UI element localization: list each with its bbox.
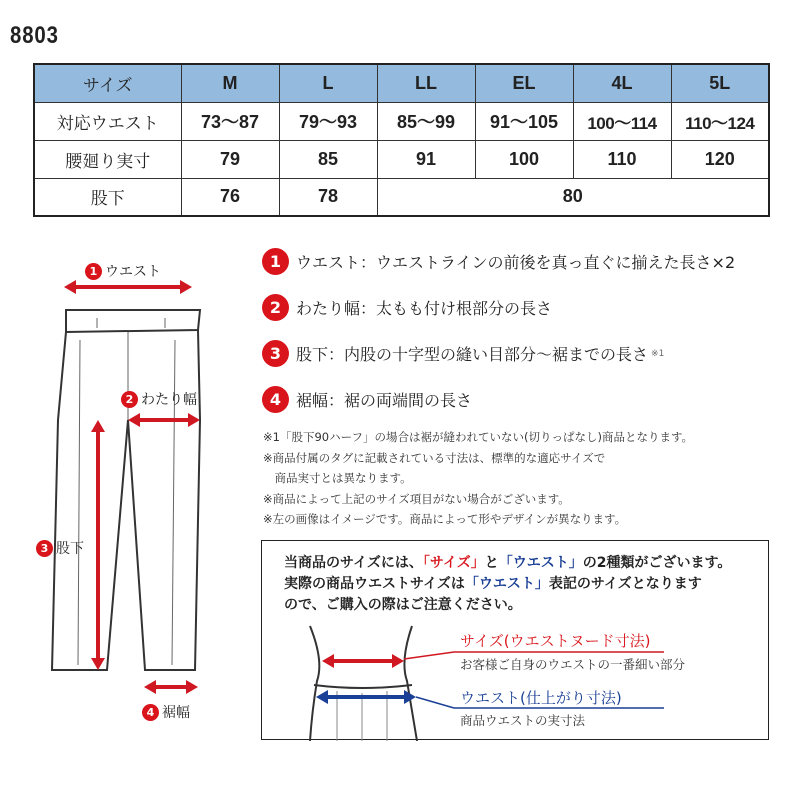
product-code: 8803: [10, 22, 59, 49]
waist-title: ウエスト(仕上がり寸法): [460, 689, 622, 707]
description: ：裾の両端間の長さ: [328, 391, 473, 410]
definition-waist: [262, 248, 735, 275]
waist-description: 商品ウエストの実寸法: [460, 713, 586, 728]
note: ※商品によって上記のサイズ項目がない場合がございます。: [263, 491, 570, 506]
table-header-cell: EL: [475, 64, 573, 102]
note: 商品実寸とは異なります。: [263, 471, 412, 485]
number-badge: 2: [262, 294, 289, 321]
definition-inseam: [262, 340, 664, 367]
table-cell: 110〜124: [671, 102, 769, 140]
text: 実際の商品ウエストサイズは: [284, 576, 465, 592]
text: 「ウエスト」: [464, 576, 549, 592]
table-header-cell: 4L: [573, 64, 671, 102]
number-badge: 1: [85, 263, 102, 280]
table-cell: 110: [573, 140, 671, 178]
row-label: 股下: [34, 178, 181, 216]
row-label: 腰廻り実寸: [34, 140, 181, 178]
definition-hem: [262, 386, 472, 413]
diagram-label-thigh: [121, 389, 197, 409]
term: ウエスト: [296, 253, 361, 272]
note: ※左の画像はイメージです。商品によって形やデザインが異なります。: [263, 512, 627, 526]
text: 表記のサイズとなります: [548, 576, 702, 592]
text: と: [484, 555, 499, 571]
pants-diagram: [0, 240, 260, 740]
term: 股下: [296, 345, 329, 364]
text: ので、ご購入の際はご注意ください。: [284, 597, 522, 613]
diagram-label-hem: [142, 702, 190, 722]
table-header-cell: M: [181, 64, 279, 102]
table-cell: 91〜105: [475, 102, 573, 140]
table-cell: 120: [671, 140, 769, 178]
table-row: [34, 102, 769, 140]
table-cell: 79〜93: [279, 102, 377, 140]
table-cell: 78: [279, 178, 377, 216]
description: ：内股の十字型の縫い目部分〜裾までの長さ: [328, 345, 649, 364]
number-badge: 2: [121, 391, 138, 408]
table-cell: 100: [475, 140, 573, 178]
box-intro: [284, 553, 731, 616]
table-header-row: [34, 64, 769, 102]
table-header-cell: LL: [377, 64, 475, 102]
footnote-mark: ※1: [651, 348, 665, 359]
number-badge: 3: [36, 540, 53, 557]
table-cell: 85: [279, 140, 377, 178]
number-badge: 4: [262, 386, 289, 413]
notes: [263, 427, 693, 530]
diagram-label-inseam: [36, 538, 84, 558]
diagram-label-waist: [85, 261, 161, 281]
label-text: わたり幅: [141, 392, 197, 408]
size-description: お客様ご自身のウエストの一番細い部分: [460, 657, 686, 672]
number-badge: 1: [262, 248, 289, 275]
number-badge: 3: [262, 340, 289, 367]
text: の2種類がございます。: [582, 555, 732, 571]
size-title: サイズ(ウエストヌード寸法): [460, 632, 651, 650]
table-row: [34, 178, 769, 216]
description: ：太もも付け根部分の長さ: [360, 299, 553, 318]
table-cell: 80: [377, 178, 769, 216]
description: ：ウエストラインの前後を真っ直ぐに揃えた長さ×2: [360, 253, 736, 272]
definition-thigh: [262, 294, 552, 321]
label-text: 裾幅: [162, 705, 190, 721]
table-cell: 91: [377, 140, 475, 178]
text: 当商品のサイズには、: [284, 555, 423, 571]
term: 裾幅: [296, 391, 329, 410]
number-badge: 4: [142, 704, 159, 721]
table-cell: 100〜114: [573, 102, 671, 140]
label-text: 股下: [56, 541, 84, 557]
table-cell: 73〜87: [181, 102, 279, 140]
table-header-cell: サイズ: [34, 64, 181, 102]
term: わたり幅: [296, 299, 361, 318]
table-row: [34, 140, 769, 178]
note: ※商品付属のタグに記載されている寸法は、標準的な適応サイズで: [263, 450, 606, 465]
table-cell: 79: [181, 140, 279, 178]
table-header-cell: 5L: [671, 64, 769, 102]
size-table: [33, 63, 770, 217]
text: 「サイズ」: [422, 555, 485, 571]
row-label: 対応ウエスト: [34, 102, 181, 140]
table-cell: 85〜99: [377, 102, 475, 140]
text: 「ウエスト」: [498, 555, 583, 571]
table-header-cell: L: [279, 64, 377, 102]
label-text: ウエスト: [105, 264, 161, 280]
note: ※1「股下90ハーフ」の場合は裾が縫われていない(切りっぱなし)商品となります。: [263, 430, 694, 444]
size-explanation-box: [261, 540, 769, 740]
table-cell: 76: [181, 178, 279, 216]
